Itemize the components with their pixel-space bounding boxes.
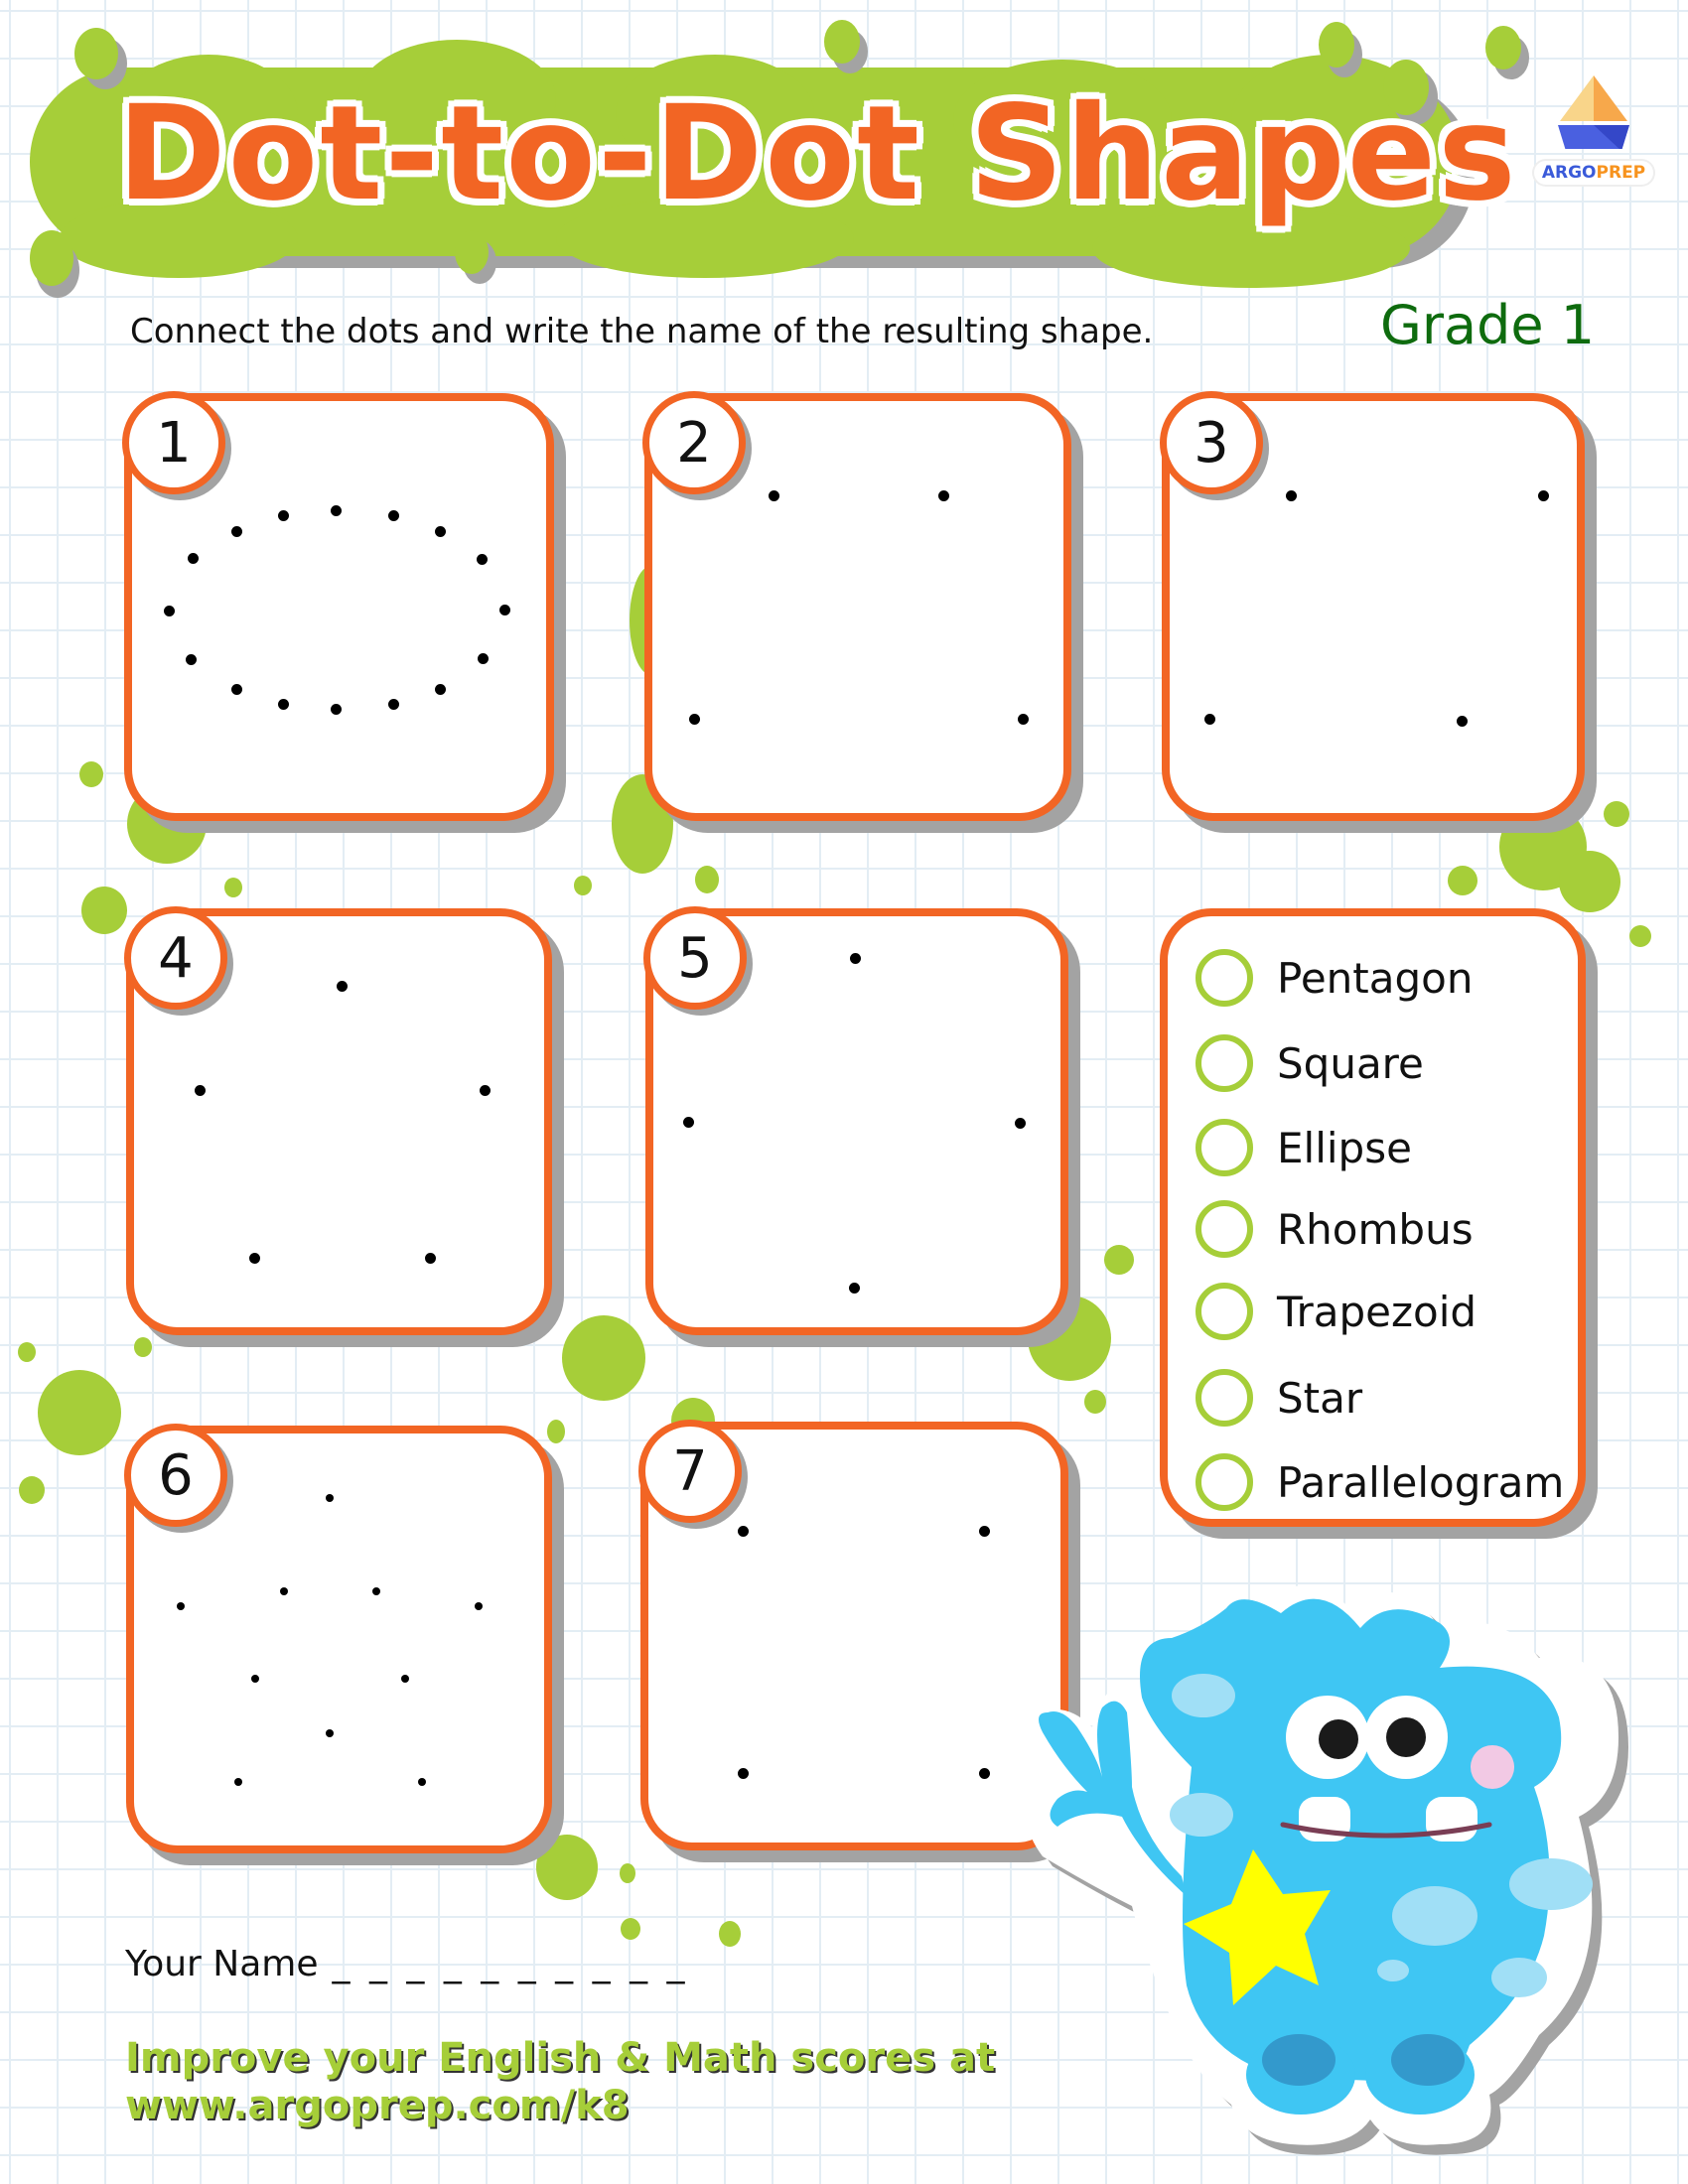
argoprep-logo [1534,69,1653,181]
option-label: Trapezoid [1277,1287,1477,1336]
option-rhombus[interactable] [1196,1194,1474,1264]
answer-options-card [1160,908,1586,1527]
circle-checkbox[interactable] [1196,1369,1253,1427]
puzzle-number-badge: 5 [643,906,747,1010]
puzzle-card-6[interactable] [126,1426,552,1853]
puzzle-number-badge: 6 [124,1424,227,1527]
footer-promo-line-1: Improve your English & Math scores at [125,2035,996,2081]
circle-checkbox[interactable] [1196,1034,1253,1092]
puzzle-card-4[interactable] [126,908,552,1335]
instructions: Connect the dots and write the name of the resulting shape. [130,312,1154,351]
logo-text-prep: PREP [1596,163,1646,183]
puzzle-number-badge: 2 [642,391,746,494]
option-label: Pentagon [1277,953,1474,1003]
option-trapezoid[interactable] [1196,1277,1477,1346]
name-field[interactable] [125,1944,689,1984]
footer-promo-link[interactable]: www.argoprep.com/k8 [125,2083,630,2128]
option-label: Ellipse [1277,1123,1412,1172]
puzzle-card-1[interactable] [124,393,554,821]
page-title: Dot-to-Dot Shapes [117,77,1518,230]
grade-label: Grade 1 [1380,294,1596,356]
option-label: Parallelogram [1277,1457,1565,1507]
puzzle-card-2[interactable] [644,393,1071,821]
puzzle-number-badge: 4 [124,906,227,1010]
puzzle-card-7[interactable] [640,1422,1068,1850]
puzzle-card-5[interactable] [645,908,1068,1335]
option-square[interactable] [1196,1028,1424,1098]
option-label: Star [1277,1373,1363,1423]
puzzle-number-badge: 1 [122,391,225,494]
option-label: Rhombus [1277,1204,1474,1254]
circle-checkbox[interactable] [1196,1283,1253,1340]
circle-checkbox[interactable] [1196,1119,1253,1176]
option-pentagon[interactable] [1196,943,1473,1013]
puzzle-number-badge: 3 [1160,391,1263,494]
option-label: Square [1277,1038,1424,1088]
puzzle-card-3[interactable] [1162,393,1585,821]
monster-mascot-icon [1023,1569,1688,2184]
name-label: Your Name [125,1944,319,1984]
name-input[interactable]: _ _ _ _ _ _ _ _ _ _ [332,1944,689,1984]
option-parallelogram[interactable] [1196,1447,1564,1517]
circle-checkbox[interactable] [1196,949,1253,1007]
circle-checkbox[interactable] [1196,1453,1253,1511]
logo-text-argo: ARGO [1541,163,1597,183]
option-star[interactable] [1196,1363,1362,1433]
option-ellipse[interactable] [1196,1113,1412,1182]
puzzle-number-badge: 7 [638,1420,742,1523]
circle-checkbox[interactable] [1196,1200,1253,1258]
argoprep-ship-icon [1534,69,1653,149]
